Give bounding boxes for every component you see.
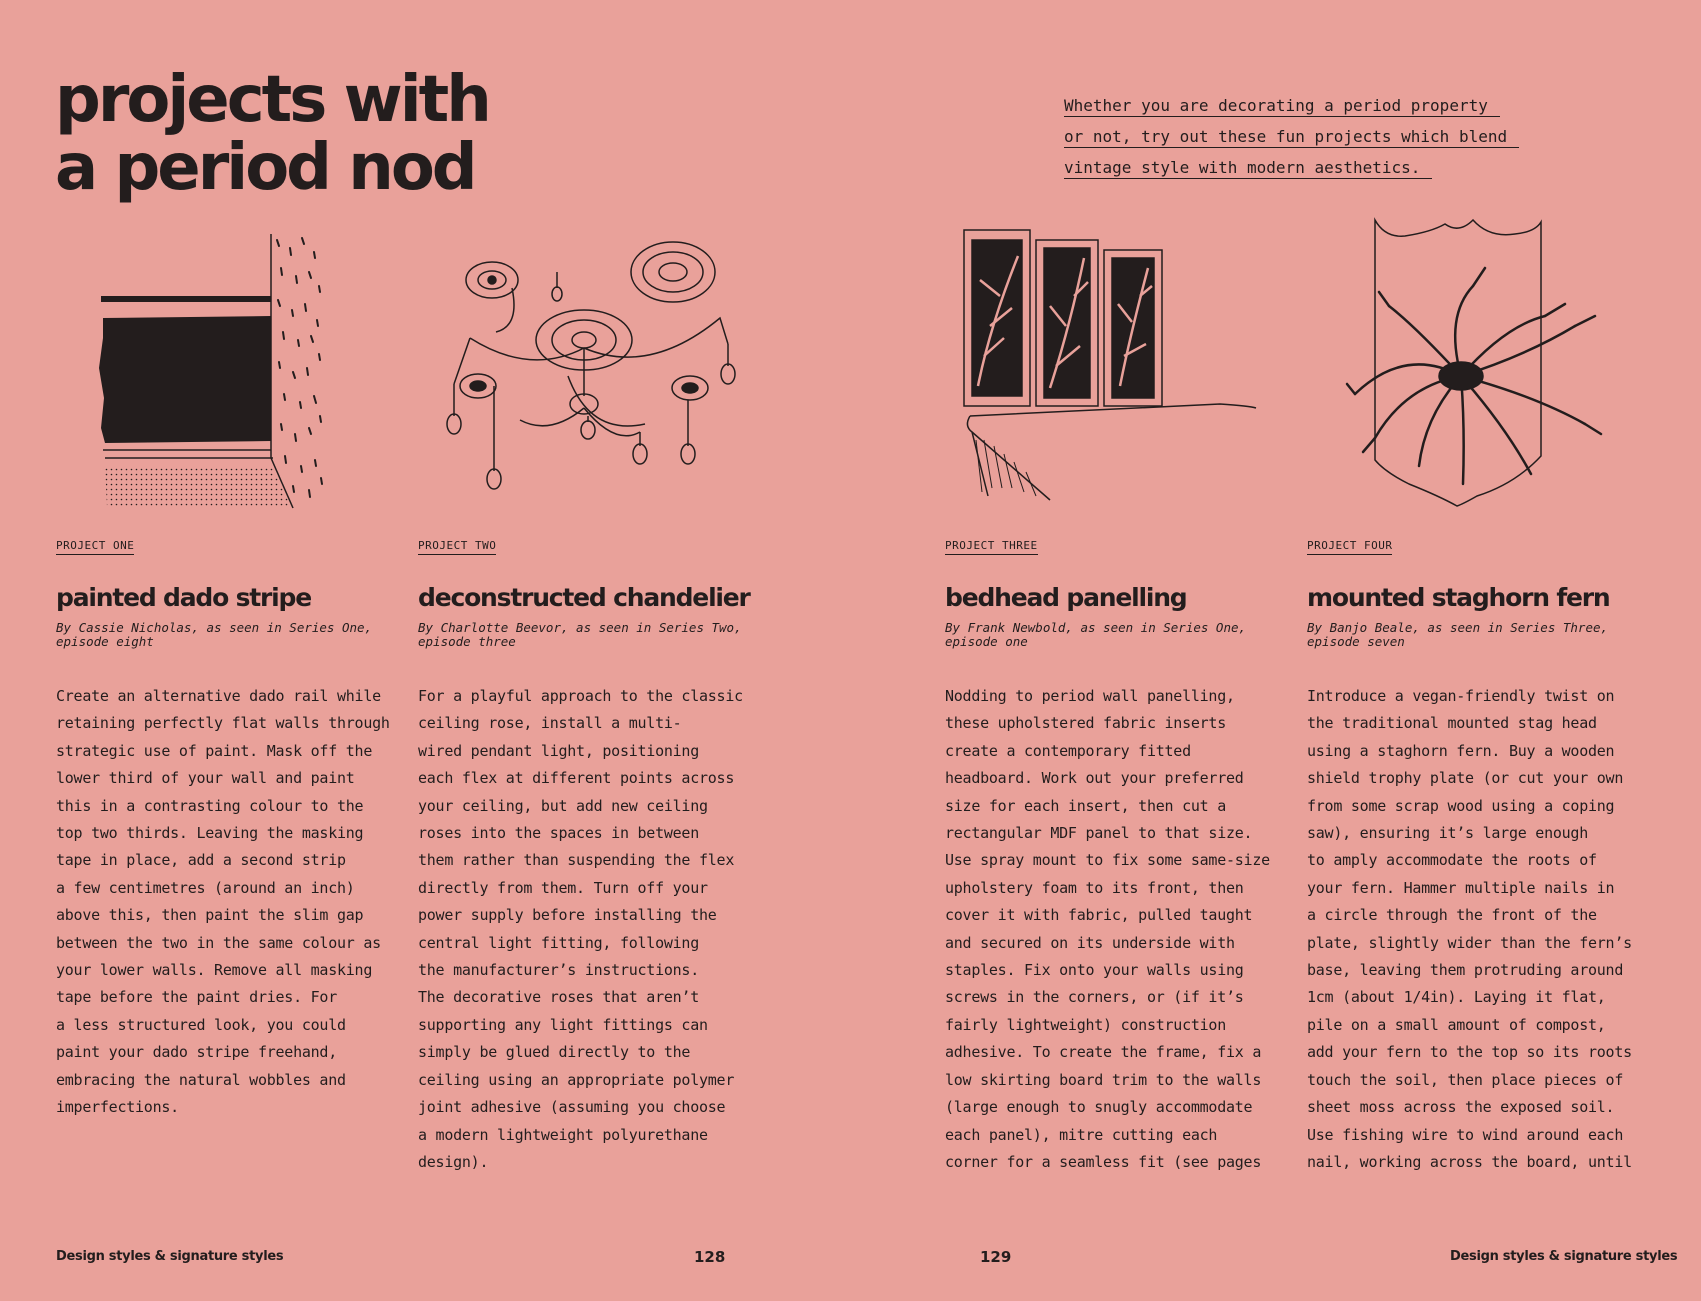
bedhead-panel-illustration: [960, 226, 1260, 506]
project-four-column: [1307, 536, 1652, 1176]
intro-text: [1064, 92, 1534, 185]
body-line: add your fern to the top so its roots: [1307, 1043, 1632, 1062]
intro-line: Whether you are decorating a period property: [1064, 95, 1500, 117]
title-line: a period nod: [55, 131, 475, 205]
project-title: deconstructed chandelier: [418, 583, 750, 612]
intro-line: vintage style with modern aesthetics.: [1064, 157, 1432, 179]
body-line: ceiling using an appropriate polymer: [418, 1070, 735, 1089]
page-title: [55, 63, 489, 205]
body-line: your fern. Hammer multiple nails in: [1307, 878, 1615, 897]
dado-stripe-illustration: [95, 228, 335, 510]
title-line: projects with: [55, 63, 489, 137]
body-line: cover it with fabric, pulled taught: [945, 906, 1253, 925]
body-line: your ceiling, but add new ceiling: [418, 796, 708, 815]
body-line: from some scrap wood using a coping: [1307, 796, 1615, 815]
body-line: headboard. Work out your preferred: [945, 769, 1244, 788]
intro-line: or not, try out these fun projects which blend: [1064, 126, 1519, 148]
body-line: For a playful approach to the classic: [418, 687, 743, 705]
body-line: 1cm (about 1/4in). Laying it flat,: [1307, 988, 1606, 1007]
chandelier-illustration: [440, 236, 740, 506]
project-two-column: [418, 536, 763, 1176]
project-kicker: PROJECT TWO: [418, 538, 496, 555]
body-line: pile on a small amount of compost,: [1307, 1015, 1606, 1034]
body-line: power supply before installing the: [418, 906, 717, 925]
body-line: the manufacturer’s instructions.: [418, 961, 699, 980]
body-line: shield trophy plate (or cut your own: [1307, 769, 1624, 788]
body-line: retaining perfectly flat walls through: [56, 714, 390, 733]
running-head-left: Design styles & signature styles: [56, 1249, 284, 1264]
body-line: your lower walls. Remove all masking: [56, 961, 373, 980]
body-line: a circle through the front of the: [1307, 906, 1597, 925]
body-line: central light fitting, following: [418, 933, 699, 952]
body-line: touch the soil, then place pieces of: [1307, 1070, 1624, 1089]
body-line: base, leaving them protruding around: [1307, 961, 1624, 980]
body-line: tape in place, add a second strip: [56, 851, 346, 870]
project-kicker: PROJECT THREE: [945, 538, 1038, 555]
body-line: top two thirds. Leaving the masking: [56, 824, 364, 843]
body-line: roses into the spaces in between: [418, 824, 699, 843]
body-line: these upholstered fabric inserts: [945, 714, 1226, 733]
project-byline: By Charlotte Beevor, as seen in Series Two, episode three: [418, 620, 742, 649]
body-line: adhesive. To create the frame, fix a: [945, 1043, 1262, 1062]
body-line: The decorative roses that aren’t: [418, 988, 699, 1007]
page-number-right: 129: [980, 1248, 1012, 1266]
body-line: Use spray mount to fix some same-size: [945, 851, 1270, 870]
body-line: staples. Fix onto your walls using: [945, 961, 1244, 980]
body-line: to amply accommodate the roots of: [1307, 851, 1597, 870]
project-body: [1307, 683, 1652, 1176]
body-line: Create an alternative dado rail while: [56, 687, 381, 705]
body-line: upholstery foam to its front, then: [945, 878, 1244, 897]
body-line: wired pendant light, positioning: [418, 741, 699, 760]
body-line: each panel), mitre cutting each: [945, 1125, 1218, 1144]
project-title: mounted staghorn fern: [1307, 583, 1610, 612]
body-line: paint your dado stripe freehand,: [56, 1043, 337, 1062]
body-line: size for each insert, then cut a: [945, 796, 1226, 815]
project-title: painted dado stripe: [56, 583, 311, 612]
body-line: a few centimetres (around an inch): [56, 878, 355, 897]
staghorn-fern-illustration: [1345, 216, 1605, 516]
body-line: above this, then paint the slim gap: [56, 906, 364, 925]
body-line: embracing the natural wobbles and: [56, 1070, 346, 1089]
body-line: nail, working across the board, until: [1307, 1152, 1632, 1171]
project-body: [945, 683, 1290, 1176]
body-line: lower third of your wall and paint: [56, 769, 355, 788]
project-three-column: [945, 536, 1290, 1176]
body-line: supporting any light fittings can: [418, 1015, 708, 1034]
body-line: them rather than suspending the flex: [418, 851, 735, 870]
body-line: screws in the corners, or (if it’s: [945, 988, 1244, 1007]
project-kicker: PROJECT ONE: [56, 538, 134, 555]
body-line: ceiling rose, install a multi-: [418, 714, 682, 733]
body-line: plate, slightly wider than the fern’s: [1307, 933, 1632, 952]
body-line: sheet moss across the exposed soil.: [1307, 1098, 1615, 1117]
body-line: (large enough to snugly accommodate: [945, 1098, 1253, 1117]
body-line: Use fishing wire to wind around each: [1307, 1125, 1624, 1144]
body-line: fairly lightweight) construction: [945, 1015, 1226, 1034]
body-line: and secured on its underside with: [945, 933, 1235, 952]
body-line: create a contemporary fitted: [945, 741, 1191, 760]
body-line: simply be glued directly to the: [418, 1043, 691, 1062]
project-title: bedhead panelling: [945, 583, 1187, 612]
body-line: joint adhesive (assuming you choose: [418, 1098, 726, 1117]
body-line: rectangular MDF panel to that size.: [945, 824, 1253, 843]
body-line: corner for a seamless fit (see pages: [945, 1152, 1262, 1171]
body-line: low skirting board trim to the walls: [945, 1070, 1262, 1089]
project-one-column: [56, 536, 401, 1122]
body-line: the traditional mounted stag head: [1307, 714, 1597, 733]
body-line: strategic use of paint. Mask off the: [56, 741, 373, 760]
body-line: saw), ensuring it’s large enough: [1307, 824, 1588, 843]
body-line: between the two in the same colour as: [56, 933, 381, 952]
project-byline: By Banjo Beale, as seen in Series Three, episode seven: [1307, 620, 1609, 649]
body-line: Introduce a vegan-friendly twist on: [1307, 687, 1615, 705]
body-line: imperfections.: [56, 1098, 179, 1117]
body-line: a less structured look, you could: [56, 1015, 346, 1034]
body-line: directly from them. Turn off your: [418, 878, 708, 897]
body-line: a modern lightweight polyurethane: [418, 1125, 708, 1144]
project-byline: By Cassie Nicholas, as seen in Series One, episode eight: [56, 620, 373, 649]
project-body: [418, 683, 763, 1176]
project-kicker: PROJECT FOUR: [1307, 538, 1392, 555]
body-line: using a staghorn fern. Buy a wooden: [1307, 741, 1615, 760]
running-head-right: Design styles & signature styles: [1450, 1249, 1678, 1264]
project-body: [56, 683, 401, 1122]
body-line: each flex at different points across: [418, 769, 735, 788]
body-line: design).: [418, 1152, 489, 1171]
body-line: Nodding to period wall panelling,: [945, 687, 1235, 705]
body-line: this in a contrasting colour to the: [56, 796, 364, 815]
page-number-left: 128: [694, 1248, 726, 1266]
project-byline: By Frank Newbold, as seen in Series One, episode one: [945, 620, 1247, 649]
body-line: tape before the paint dries. For: [56, 988, 337, 1007]
